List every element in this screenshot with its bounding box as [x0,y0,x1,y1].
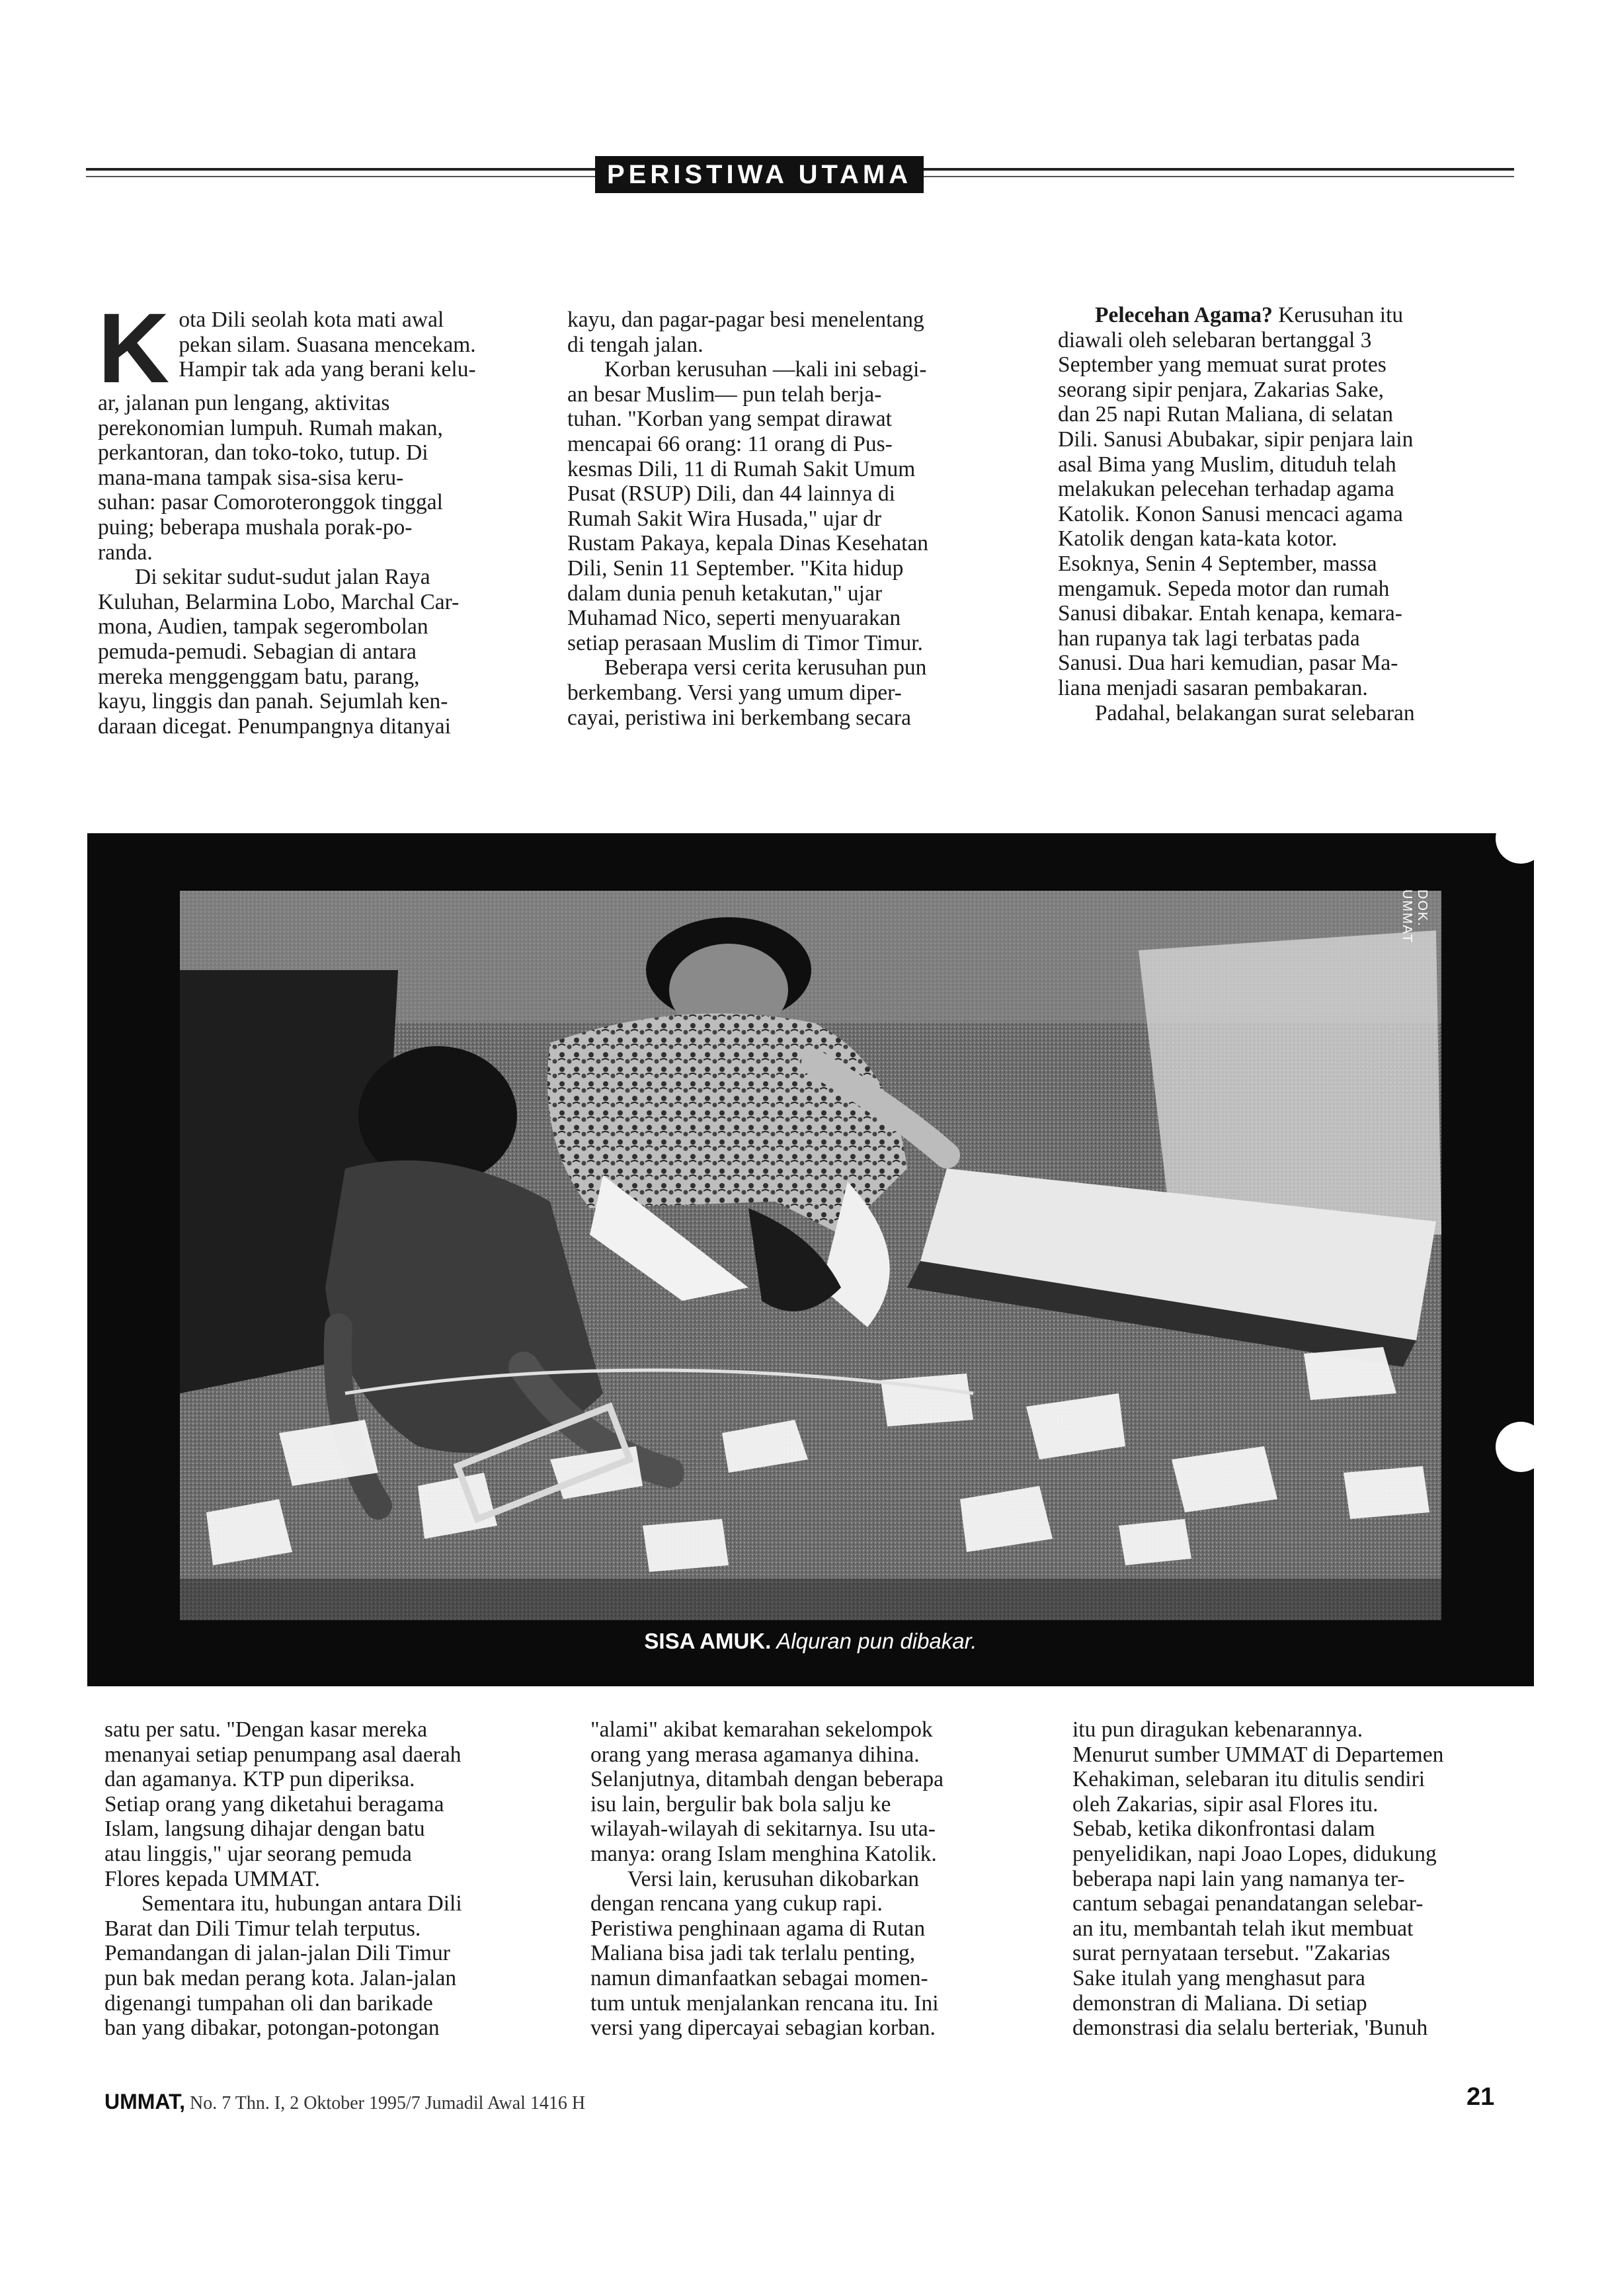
text-line: orang yang merasa agamanya dihina. [590,1742,920,1767]
text-line: Hampir tak ada yang berani kelu- [179,357,476,382]
text-line: mencapai 66 orang: 11 orang di Pus- [567,431,893,456]
text-line: dan 25 napi Rutan Maliana, di selatan [1058,402,1394,427]
caption-title: SISA AMUK. [644,1629,772,1653]
text-line: randa. [98,540,153,565]
drop-cap: K [98,292,170,403]
text-line: han rupanya tak lagi terbatas pada [1058,626,1360,651]
text-line: Pemandangan di jalan-jalan Dili Timur [104,1941,450,1966]
text-line: Katolik. Konon Sanusi mencaci agama [1058,501,1403,526]
photo-illustration [180,891,1441,1620]
text-line: itu pun diragukan kebenarannya. [1072,1717,1363,1742]
text-line: Sanusi. Dua hari kemudian, pasar Ma- [1058,651,1398,676]
text-line: demonstrasi dia selalu berteriak, 'Bunuh [1072,2016,1428,2041]
text-line: Barat dan Dili Timur telah terputus. [104,1916,421,1941]
text-line: Rustam Pakaya, kepala Dinas Kesehatan [567,531,929,556]
section-label: PERISTIWA UTAMA [595,156,924,193]
text-line: Sementara itu, hubungan antara Dili [141,1891,462,1916]
text-line: atau linggis," ujar seorang pemuda [104,1841,412,1866]
text-line: satu per satu. "Dengan kasar mereka [104,1717,428,1742]
text-line: mana-mana tampak sisa-sisa keru- [98,465,404,490]
text-line: ar, jalanan pun lengang, aktivitas [98,391,390,415]
text-line: suhan: pasar Comoroteronggok tinggal [98,490,443,515]
text-line: dengan rencana yang cukup rapi. [590,1891,883,1916]
issue-info: No. 7 Thn. I, 2 Oktober 1995/7 Jumadil Awal 1416 H [185,2093,586,2113]
text-line: digenangi tumpahan oli dan barikade [104,1990,433,2016]
column-3-top [1058,303,1521,725]
text-line: kayu, dan pagar-pagar besi menelentang [567,308,924,332]
column-1-bottom [104,1717,567,2041]
subheading: Pelecehan Agama? [1095,303,1273,327]
text-line: Muhamad Nico, seperti menyuarakan [567,606,901,631]
punch-hole [1496,813,1546,864]
text-line: berkembang. Versi yang umum diper- [567,680,902,705]
text-line: wilayah-wilayah di sekitarnya. Isu uta- [590,1817,936,1842]
text-line: Pusat (RSUP) Dili, dan 44 lainnya di [567,481,895,507]
text-line: Korban kerusuhan —kali ini sebagi- [604,357,927,382]
text-line: Padahal, belakangan surat selebaran [1095,700,1415,725]
text-line: kayu, linggis dan panah. Sejumlah ken- [98,689,448,714]
text-line: dan agamanya. KTP pun diperiksa. [104,1767,415,1792]
text-line: oleh Zakarias, sipir asal Flores itu. [1072,1791,1379,1817]
text-line: manya: orang Islam menghina Katolik. [590,1841,937,1866]
text-line: cantum sebagai penandatangan selebar- [1072,1891,1424,1916]
text-line: mengamuk. Sepeda motor dan rumah [1058,576,1390,601]
text-line: Maliana bisa jadi tak terlalu penting, [590,1941,916,1966]
text-line: penyelidikan, napi Joao Lopes, didukung [1072,1841,1437,1866]
text-line: cayai, peristiwa ini berkembang secara [567,705,911,730]
text-line: ban yang dibakar, potongan-potongan [104,2016,440,2041]
text-line: tum untuk menjalankan rencana itu. Ini [590,1990,939,2016]
text-line: dalam dunia penuh ketakutan," ujar [567,581,883,606]
text-line: setiap perasaan Muslim di Timor Timur. [567,630,923,655]
text-line: isu lain, bergulir bak bola salju ke [590,1791,891,1817]
text-line: liana menjadi sasaran pembakaran. [1058,675,1368,700]
text-line: Sebab, ketika dikonfrontasi dalam [1072,1817,1375,1842]
text-line: Versi lain, kerusuhan dikobarkan [627,1866,919,1891]
text-line: "alami" akibat kemarahan sekelompok [590,1717,933,1742]
text-line: perkantoran, dan toko-toko, tutup. Di [98,440,428,466]
text-line: versi yang dipercayai sebagian korban. [590,2016,936,2041]
text-line: namun dimanfaatkan sebagai momen- [590,1965,928,1990]
text-line: Katolik dengan kata-kata kotor. [1058,526,1338,552]
caption-text: Alquran pun dibakar. [771,1629,977,1653]
photo-credit: DOK. UMMAT [1400,889,1429,944]
text-line: Kuluhan, Belarmina Lobo, Marchal Car- [98,589,460,614]
text-line: ota Dili seolah kota mati awal [179,308,444,332]
magazine-name: UMMAT, [104,2090,186,2113]
news-photo [180,891,1441,1620]
text-line: Esoknya, Senin 4 September, massa [1058,551,1377,576]
text-line: Rumah Sakit Wira Husada," ujar dr [567,506,882,531]
page-number: 21 [1467,2083,1495,2111]
text-line: diawali oleh selebaran bertanggal 3 [1058,327,1372,352]
column-1-top [98,292,547,739]
punch-hole [1496,1422,1546,1472]
text-line: Dili. Sanusi Abubakar, sipir penjara lain [1058,427,1414,452]
text-line: daraan dicegat. Penumpangnya ditanyai [98,714,451,739]
text-line: Flores kepada UMMAT. [104,1866,320,1891]
text-line: demonstran di Maliana. Di setiap [1072,1990,1367,2016]
text-line: mereka menggenggam batu, parang, [98,664,420,689]
text-line: Selanjutnya, ditambah dengan beberapa [590,1767,944,1792]
text-line: an besar Muslim— pun telah berja- [567,382,882,407]
text-line: di tengah jalan. [567,332,704,357]
text-line: pekan silam. Suasana mencekam. [179,332,476,357]
text-line: an itu, membantah telah ikut membuat [1072,1916,1414,1941]
text-line: Setiap orang yang diketahui beragama [104,1791,444,1817]
text-line: Menurut sumber UMMAT di Departemen [1072,1742,1444,1767]
text-line: mona, Audien, tampak segerombolan [98,614,428,639]
text-line: melakukan pelecehan terhadap agama [1058,477,1394,502]
footer-issue-line [104,2090,585,2114]
photo-caption [180,1621,1441,1661]
text-line: Sanusi dibakar. Entah kenapa, kemara- [1058,601,1402,626]
text-line: September yang memuat surat protes [1058,352,1387,378]
text-line: Peristiwa penghinaan agama di Rutan [590,1916,926,1941]
text-line: Beberapa versi cerita kerusuhan pun [604,655,927,680]
text-line: asal Bima yang Muslim, dituduh telah [1058,452,1396,477]
text-line: puing; beberapa mushala porak-po- [98,514,413,540]
text-line: menanyai setiap penumpang asal daerah [104,1742,462,1767]
text-line: pemuda-pemudi. Sebagian di antara [98,639,417,664]
text-line: perekonomian lumpuh. Rumah makan, [98,415,443,440]
text-line: Kerusuhan itu [1272,303,1404,327]
text-line: Kehakiman, selebaran itu ditulis sendiri [1072,1767,1426,1792]
column-2-top [567,308,1017,730]
text-line: Islam, langsung dihajar dengan batu [104,1817,425,1842]
text-line: tuhan. "Korban yang sempat dirawat [567,407,892,432]
text-line: Dili, Senin 11 September. "Kita hidup [567,555,904,581]
column-3-bottom [1072,1717,1535,2041]
column-2-bottom [590,1717,1053,2041]
text-line: beberapa napi lain yang namanya ter- [1072,1866,1405,1891]
text-line: Di sekitar sudut-sudut jalan Raya [135,565,430,590]
text-line: surat pernyataan tersebut. "Zakarias [1072,1941,1390,1966]
text-line: seorang sipir penjara, Zakarias Sake, [1058,377,1384,402]
text-line: Sake itulah yang menghasut para [1072,1965,1365,1990]
text-line: pun bak medan perang kota. Jalan-jalan [104,1965,457,1990]
text-line: kesmas Dili, 11 di Rumah Sakit Umum [567,456,916,481]
